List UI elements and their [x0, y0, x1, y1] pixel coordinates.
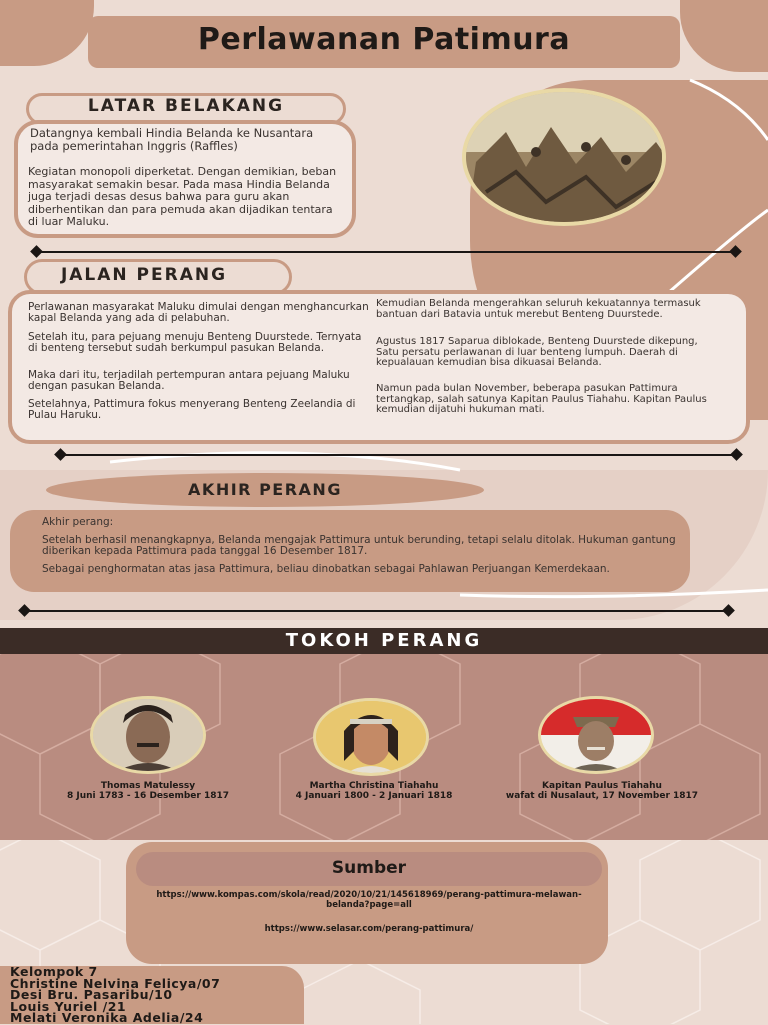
latar-heading-text: LATAR BELAKANG [87, 96, 285, 116]
page-title: Perlawanan Patimura [197, 22, 571, 57]
latar-para-1: Datangnya kembali Hindia Belanda ke Nusantara pada pemerintahan Inggris (Raffles) [30, 126, 314, 153]
jalan-left-4: Setelahnya, Pattimura fokus menyerang Benteng Zeelandia di Pulau Haruku. [28, 398, 356, 421]
tokoh-name-paulus: Kapitan Paulus Tiahahu [542, 781, 662, 791]
portrait-martha [313, 698, 429, 776]
tokoh-dates-martha: 4 Januari 1800 - 2 Januari 1818 [295, 791, 453, 801]
sumber-heading: Sumber [331, 858, 407, 878]
jalan-left-3: Maka dari itu, terjadilah pertempuran antara pejuang Maluku dengan pasukan Belanda. [28, 369, 350, 392]
portrait-thomas [90, 696, 206, 774]
portrait-thomas-icon [93, 699, 203, 771]
tokoh-heading: TOKOH PERANG [285, 630, 483, 651]
jalan-left-2: Setelah itu, para pejuang menuju Benteng Duurstede. Ternyata di benteng tersebut sudah berkumpul pasukan Belanda. [28, 331, 362, 354]
divider [26, 610, 730, 612]
jalan-right-3: Namun pada bulan November, beberapa pasukan Pattimura tertangkap, salah satunya Kapitan Paulus Tiahahu. Kapitan Paulus kemudian dijatuhi hukuman mati. [376, 383, 707, 415]
portrait-paulus-icon [541, 699, 651, 771]
tokoh-dates-paulus: wafat di Nusalaut, 17 November 1817 [505, 791, 699, 801]
jalan-left-1: Perlawanan masyarakat Maluku dimulai dengan menghancurkan kapal Belanda yang ada di pelabuhan. [28, 301, 369, 324]
latar-para-2: Kegiatan monopoli diperketat. Dengan demikian, beban masyarakat semakin besar. Pada masa Hindia Belanda juga terjadi desas desus bahwa para guru akan diberhentikan dan para pemuda akan dijadikan tentara di luar Maluku. [28, 165, 337, 228]
akhir-intro: Akhir perang: [42, 516, 114, 528]
tokoh-dates-thomas: 8 Juni 1783 - 16 Desember 1817 [66, 791, 230, 801]
portrait-martha-icon [316, 701, 426, 773]
divider [36, 251, 736, 253]
battle-painting [462, 88, 666, 226]
akhir-heading-text: AKHIR PERANG [188, 480, 342, 499]
jalan-right-2: Agustus 1817 Saparua diblokade, Benteng Duurstede dikepung, Satu persatu perlawanan di luar benteng lumpuh. Daerah di kepualauan kemudian bisa dikuasai Belanda. [376, 336, 698, 368]
tokoh-name-thomas: Thomas Matulessy [100, 781, 196, 791]
tokoh-name-martha: Martha Christina Tiahahu [309, 781, 439, 791]
akhir-para-1: Setelah berhasil menangkapnya, Belanda mengajak Pattimura untuk berunding, tetapi selalu ditolak. Hukuman gantung diberikan kepada Pattimura pada tanggal 16 Desember 1817. [42, 534, 676, 557]
akhir-para-2: Sebagai penghormatan atas jasa Pattimura, beliau dinobatkan sebagai Pahlawan Perjuangan Kemerdekaan. [42, 563, 610, 575]
sumber-link-kompas[interactable]: https://www.kompas.com/skola/read/2020/10/21/145618969/perang-pattimura-melawan-belanda?page=all [156, 890, 582, 910]
kelompok-members: Kelompok 7 Christine Nelvina Felicya/07 Desi Bru. Pasaribu/10 Louis Yuriel /21 Melati Veronika Adelia/24 [10, 964, 221, 1025]
divider [60, 454, 738, 456]
sumber-link-selasar[interactable]: https://www.selasar.com/perang-pattimura/ [264, 924, 474, 934]
portrait-paulus [538, 696, 654, 774]
jalan-right-1: Kemudian Belanda mengerahkan seluruh kekuatannya termasuk bantuan dari Batavia untuk merebut Benteng Duurstede. [376, 298, 701, 320]
jalan-heading-text: JALAN PERANG [60, 265, 228, 285]
